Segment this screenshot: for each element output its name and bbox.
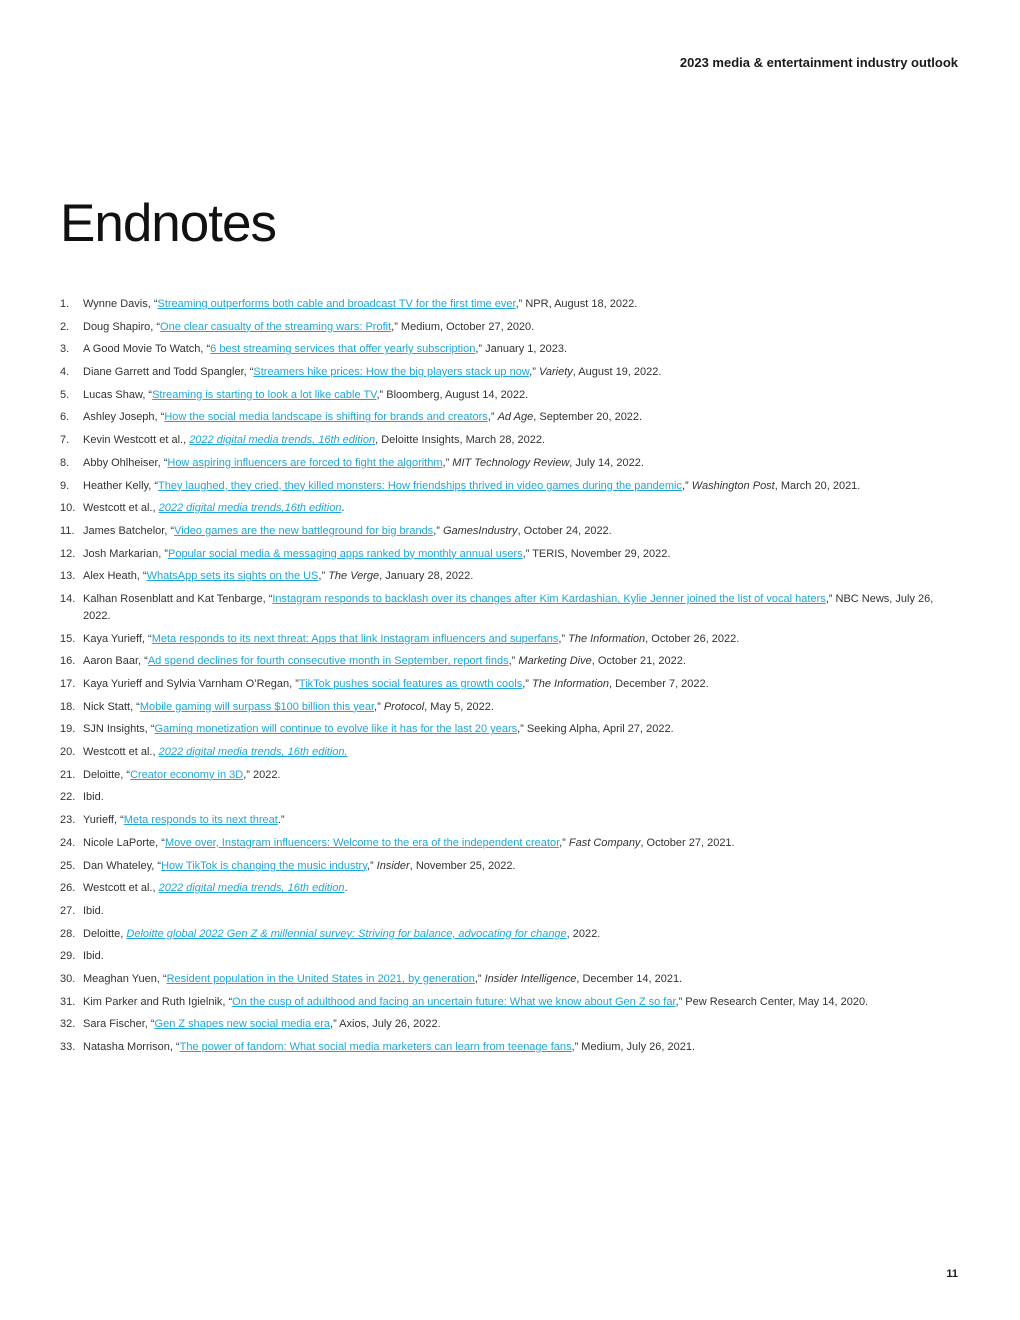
- endnote-text: [83, 389, 528, 401]
- citation-text: , December 7, 2022.: [609, 678, 709, 690]
- endnote-text: [83, 411, 642, 423]
- citation-link[interactable]: Deloitte global 2022 Gen Z & millennial survey: Striving for balance, advocating for change: [126, 927, 567, 940]
- endnote-number: 9.: [60, 479, 70, 492]
- endnote-item: [60, 500, 950, 517]
- endnote-number: 21.: [60, 768, 76, 781]
- endnote-item: [60, 387, 950, 404]
- endnote-text: [83, 860, 516, 872]
- citation-text: Diane Garrett and Todd Spangler, “: [83, 366, 254, 379]
- citation-text: Yurieff, “: [83, 814, 124, 827]
- endnote-number: 5.: [60, 388, 70, 401]
- citation-text: Doug Shapiro, “: [83, 320, 161, 333]
- citation-text: , January 28, 2022.: [379, 570, 474, 583]
- citation-text: Kim Parker and Ruth Igielnik, “: [83, 995, 233, 1008]
- endnote-text: [83, 973, 682, 985]
- endnote-item: [60, 699, 950, 716]
- citation-text: ,”: [508, 655, 519, 668]
- citation-text: ,”: [433, 524, 443, 537]
- citation-text: ,” Medium, July 26, 2021.: [571, 1041, 696, 1053]
- endnote-number: 17.: [60, 678, 76, 690]
- citation-text: ,” Seeking Alpha, April 27, 2022.: [517, 723, 674, 736]
- citation-link[interactable]: The power of fandom: What social media marketers can learn from teenage fans: [179, 1041, 572, 1053]
- citation-text: Westcott et al.,: [83, 882, 159, 895]
- citation-text: ,”: [559, 836, 569, 849]
- endnote-number: 6.: [60, 411, 70, 424]
- citation-link[interactable]: They laughed, they cried, they killed monsters: How friendships thrived in video games during the pandemic: [158, 479, 682, 492]
- endnote-text: [83, 814, 285, 826]
- citation-text: ,” NBC News, July 26, 2022.: [83, 592, 934, 622]
- citation-text: , October 27, 2021.: [640, 836, 735, 849]
- endnote-item: [60, 903, 950, 920]
- citation-text: Kevin Westcott et al.,: [83, 434, 190, 447]
- citation-link[interactable]: Creator economy in 3D: [130, 768, 244, 781]
- citation-text: , Deloitte Insights, March 28, 2022.: [375, 434, 546, 447]
- endnote-number: 3.: [60, 343, 70, 356]
- publication-name: The Information: [532, 678, 610, 690]
- citation-text: Abby Ohlheiser, “: [83, 456, 168, 469]
- endnote-item: [60, 812, 950, 829]
- citation-text: ,” Medium, October 27, 2020.: [391, 320, 535, 333]
- publication-name: MIT Technology Review: [452, 456, 570, 469]
- citation-text: Westcott et al.,: [83, 746, 159, 759]
- citation-text: ,”: [374, 700, 384, 713]
- endnote-text: [83, 837, 735, 849]
- endnote-item: [60, 523, 950, 540]
- endnote-text: [83, 882, 348, 894]
- citation-text: Josh Markarian, ”: [83, 547, 168, 560]
- citation-text: Ibid.: [83, 950, 104, 963]
- citation-text: ,” 2022.: [243, 768, 281, 781]
- endnote-text: [83, 701, 494, 713]
- endnote-item: [60, 948, 950, 965]
- citation-text: , October 24, 2022.: [517, 524, 612, 537]
- citation-text: , 2022.: [566, 927, 601, 940]
- endnote-text: [83, 1018, 441, 1030]
- citation-text: Deloitte, “: [83, 768, 131, 781]
- endnote-text: [83, 723, 674, 735]
- citation-link[interactable]: 2022 digital media trends, 16th edition: [158, 882, 345, 895]
- citation-text: ,”: [529, 366, 539, 379]
- citation-text: A Good Movie To Watch, “: [83, 343, 211, 356]
- endnote-item: [60, 478, 950, 495]
- citation-text: .: [344, 882, 348, 895]
- publication-name: Washington Post: [691, 479, 775, 492]
- endnote-number: 8.: [60, 456, 70, 469]
- endnote-item: [60, 409, 950, 426]
- citation-text: Natasha Morrison, “: [83, 1041, 180, 1053]
- endnote-item: [60, 994, 950, 1011]
- page-number: 11: [946, 1268, 958, 1280]
- citation-text: ,”: [366, 859, 377, 872]
- citation-text: ,” NPR, August 18, 2022.: [515, 298, 638, 310]
- endnote-number: 14.: [60, 592, 76, 605]
- endnote-number: 27.: [60, 904, 76, 917]
- citation-text: , October 21, 2022.: [591, 655, 686, 668]
- publication-name: Variety: [538, 366, 573, 379]
- endnote-item: [60, 653, 950, 670]
- publication-name: Fast Company: [568, 836, 641, 849]
- endnote-number: 32.: [60, 1018, 76, 1031]
- endnote-number: 23.: [60, 814, 76, 827]
- endnote-number: 13.: [60, 570, 76, 583]
- endnote-item: [60, 568, 950, 585]
- citation-link[interactable]: 6 best streaming services that offer yearly subscription: [210, 343, 476, 356]
- citation-link[interactable]: Streaming outperforms both cable and broadcast TV for the first time ever: [157, 298, 516, 310]
- endnote-number: 20.: [60, 746, 76, 759]
- endnote-item: [60, 455, 950, 472]
- endnote-item: [60, 721, 950, 738]
- endnote-text: [83, 633, 739, 645]
- citation-text: ,” Axios, July 26, 2022.: [330, 1018, 441, 1031]
- endnote-number: 4.: [60, 366, 70, 379]
- publication-name: The Verge: [328, 570, 380, 583]
- endnote-text: [83, 457, 644, 469]
- citation-link[interactable]: Move over, Instagram influencers: Welcome to the era of the independent creator: [164, 836, 560, 849]
- citation-text: Nicole LaPorte, “: [83, 836, 165, 849]
- citation-text: Ibid.: [83, 791, 104, 804]
- endnote-text: [83, 655, 686, 667]
- publication-name: Insider Intelligence: [484, 972, 577, 985]
- endnote-text: [83, 769, 281, 781]
- endnote-text: [83, 548, 670, 560]
- citation-text: ,”: [522, 678, 532, 690]
- citation-text: , November 25, 2022.: [409, 859, 516, 872]
- endnote-number: 16.: [60, 655, 76, 668]
- endnote-text: [83, 366, 661, 378]
- endnote-text: [83, 570, 473, 582]
- citation-text: , May 5, 2022.: [424, 700, 494, 713]
- citation-text: .”: [277, 814, 285, 827]
- citation-link[interactable]: WhatsApp sets its sights on the US: [146, 570, 319, 583]
- endnote-item: [60, 971, 950, 988]
- citation-link[interactable]: On the cusp of adulthood and facing an uncertain future: What we know about Gen Z so far: [232, 995, 676, 1008]
- citation-text: ,” TERIS, November 29, 2022.: [522, 547, 671, 560]
- citation-link[interactable]: How the social media landscape is shifting for brands and creators: [164, 411, 488, 424]
- endnote-number: 26.: [60, 882, 76, 895]
- endnote-item: [60, 546, 950, 563]
- citation-text: , December 14, 2021.: [576, 972, 683, 985]
- citation-text: ,”: [442, 456, 453, 469]
- citation-link[interactable]: Video games are the new battleground for big brands: [174, 524, 434, 537]
- citation-link[interactable]: Gen Z shapes new social media era: [154, 1018, 331, 1031]
- citation-link[interactable]: Gaming monetization will continue to evolve like it has for the last 20 years: [154, 723, 518, 736]
- citation-text: ,”: [474, 972, 485, 985]
- endnote-text: [83, 746, 348, 758]
- endnote-text: [83, 434, 545, 446]
- citation-text: , October 26, 2022.: [645, 632, 740, 645]
- endnote-text: [83, 905, 104, 917]
- citation-link[interactable]: How aspiring influencers are forced to fight the algorithm: [167, 456, 443, 469]
- endnote-item: [60, 1039, 950, 1056]
- citation-link[interactable]: TikTok pushes social features as growth cools: [298, 678, 523, 690]
- citation-text: , September 20, 2022.: [533, 411, 643, 424]
- citation-text: Kaya Yurieff, “: [83, 632, 152, 645]
- endnote-item: [60, 835, 950, 852]
- endnote-item: [60, 926, 950, 943]
- endnote-number: 25.: [60, 859, 76, 872]
- citation-text: Westcott et al.,: [83, 502, 159, 515]
- publication-name: Ad Age: [497, 411, 534, 424]
- publication-name: Protocol: [383, 700, 425, 713]
- citation-text: ,” Pew Research Center, May 14, 2020.: [675, 995, 869, 1008]
- citation-link[interactable]: 2022 digital media trends,16th edition: [158, 502, 342, 515]
- endnote-number: 31.: [60, 995, 76, 1008]
- endnote-number: 18.: [60, 700, 76, 713]
- citation-text: James Batchelor, “: [83, 524, 175, 537]
- endnote-text: [83, 321, 534, 333]
- endnote-item: [60, 432, 950, 449]
- citation-text: , March 20, 2021.: [774, 479, 861, 492]
- citation-link[interactable]: One clear casualty of the streaming wars: Profit: [160, 320, 392, 333]
- endnote-item: [60, 880, 950, 897]
- endnote-number: 1.: [60, 298, 70, 310]
- endnote-number: 33.: [60, 1041, 76, 1053]
- publication-name: The Information: [568, 632, 646, 645]
- citation-text: , July 14, 2022.: [569, 456, 644, 469]
- citation-text: Sara Fischer, “: [83, 1018, 155, 1031]
- endnote-item: [60, 319, 950, 336]
- endnote-item: [60, 364, 950, 381]
- endnotes-list: [60, 296, 950, 1062]
- endnote-text: [83, 996, 868, 1008]
- citation-link[interactable]: Meta responds to its next threat: Apps that link Instagram influencers and superfans: [151, 632, 559, 645]
- citation-text: Alex Heath, “: [83, 570, 147, 583]
- citation-text: ,” January 1, 2023.: [475, 343, 568, 356]
- endnote-text: [83, 525, 612, 537]
- citation-link[interactable]: Streaming is starting to look a lot like cable TV: [152, 388, 377, 401]
- endnote-text: [83, 502, 345, 514]
- endnote-number: 7.: [60, 434, 70, 447]
- citation-text: Wynne Davis, “: [83, 298, 158, 310]
- endnote-item: [60, 1016, 950, 1033]
- publication-name: Insider: [376, 859, 410, 872]
- citation-text: SJN Insights, “: [83, 723, 155, 736]
- endnote-item: [60, 591, 950, 625]
- citation-link[interactable]: Ad spend declines for fourth consecutive month in September, report finds: [147, 655, 509, 668]
- endnote-item: [60, 676, 950, 693]
- endnote-number: 19.: [60, 723, 76, 736]
- citation-text: Lucas Shaw, “: [83, 388, 153, 401]
- endnote-number: 29.: [60, 950, 76, 963]
- endnote-number: 15.: [60, 632, 76, 645]
- endnote-number: 11.: [60, 524, 75, 537]
- endnote-text: [83, 678, 709, 690]
- endnote-item: [60, 341, 950, 358]
- publication-name: GamesIndustry: [442, 524, 518, 537]
- endnote-number: 12.: [60, 547, 76, 560]
- citation-link[interactable]: Mobile gaming will surpass $100 billion this year: [139, 700, 375, 713]
- citation-text: .: [341, 502, 345, 515]
- citation-link[interactable]: Popular social media & messaging apps ranked by monthly annual users: [167, 547, 523, 560]
- endnote-text: [83, 791, 104, 803]
- endnote-text: [83, 480, 860, 492]
- citation-text: Kalhan Rosenblatt and Kat Tenbarge, “: [83, 592, 273, 605]
- citation-text: ,”: [318, 570, 329, 583]
- citation-text: Deloitte,: [83, 927, 127, 940]
- endnote-number: 30.: [60, 972, 76, 985]
- endnote-number: 2.: [60, 320, 70, 333]
- citation-text: ,”: [558, 632, 569, 645]
- citation-link[interactable]: Resident population in the United States in 2021, by generation: [166, 972, 475, 985]
- citation-text: Ashley Joseph, “: [83, 411, 165, 424]
- endnote-text: [83, 950, 104, 962]
- page-title: Endnotes: [60, 194, 276, 253]
- endnote-number: 28.: [60, 927, 76, 940]
- citation-text: Ibid.: [83, 904, 104, 917]
- citation-text: ,”: [487, 411, 498, 424]
- citation-link[interactable]: How TikTok is changing the music industry: [161, 859, 367, 872]
- endnote-text: [83, 928, 600, 940]
- endnote-item: [60, 631, 950, 648]
- endnote-text: [83, 1041, 695, 1053]
- endnote-number: 24.: [60, 836, 76, 849]
- endnote-text: [83, 298, 637, 310]
- citation-text: Dan Whateley, “: [83, 859, 162, 872]
- endnote-number: 22.: [60, 791, 76, 804]
- citation-link[interactable]: 2022 digital media trends, 16th edition: [189, 434, 376, 447]
- endnote-text: [83, 343, 567, 355]
- endnote-number: 10.: [60, 502, 76, 515]
- endnote-item: [60, 744, 950, 761]
- citation-link[interactable]: Meta responds to its next threat: [123, 814, 278, 827]
- citation-text: ,”: [682, 479, 692, 492]
- citation-text: Kaya Yurieff and Sylvia Varnham O’Regan, ”: [83, 678, 299, 690]
- endnote-item: [60, 858, 950, 875]
- citation-text: , August 19, 2022.: [572, 366, 662, 379]
- citation-link[interactable]: Instagram responds to backlash over its changes after Kim Kardashian, Kylie Jenner joined the list of vocal haters: [272, 592, 826, 605]
- citation-link[interactable]: 2022 digital media trends, 16th edition.: [158, 746, 348, 759]
- endnote-item: [60, 789, 950, 806]
- citation-link[interactable]: Streamers hike prices: How the big players stack up now: [253, 366, 530, 379]
- document-header-title: 2023 media & entertainment industry outlook: [679, 55, 958, 70]
- citation-text: Nick Statt, “: [83, 700, 140, 713]
- endnote-text: [83, 593, 933, 622]
- citation-text: ,” Bloomberg, August 14, 2022.: [376, 388, 529, 401]
- publication-name: Marketing Dive: [518, 655, 592, 668]
- endnote-item: [60, 767, 950, 784]
- citation-text: Heather Kelly, “: [83, 479, 158, 492]
- citation-text: Aaron Baar, “: [83, 655, 148, 668]
- citation-text: Meaghan Yuen, “: [83, 972, 167, 985]
- endnote-item: [60, 296, 950, 313]
